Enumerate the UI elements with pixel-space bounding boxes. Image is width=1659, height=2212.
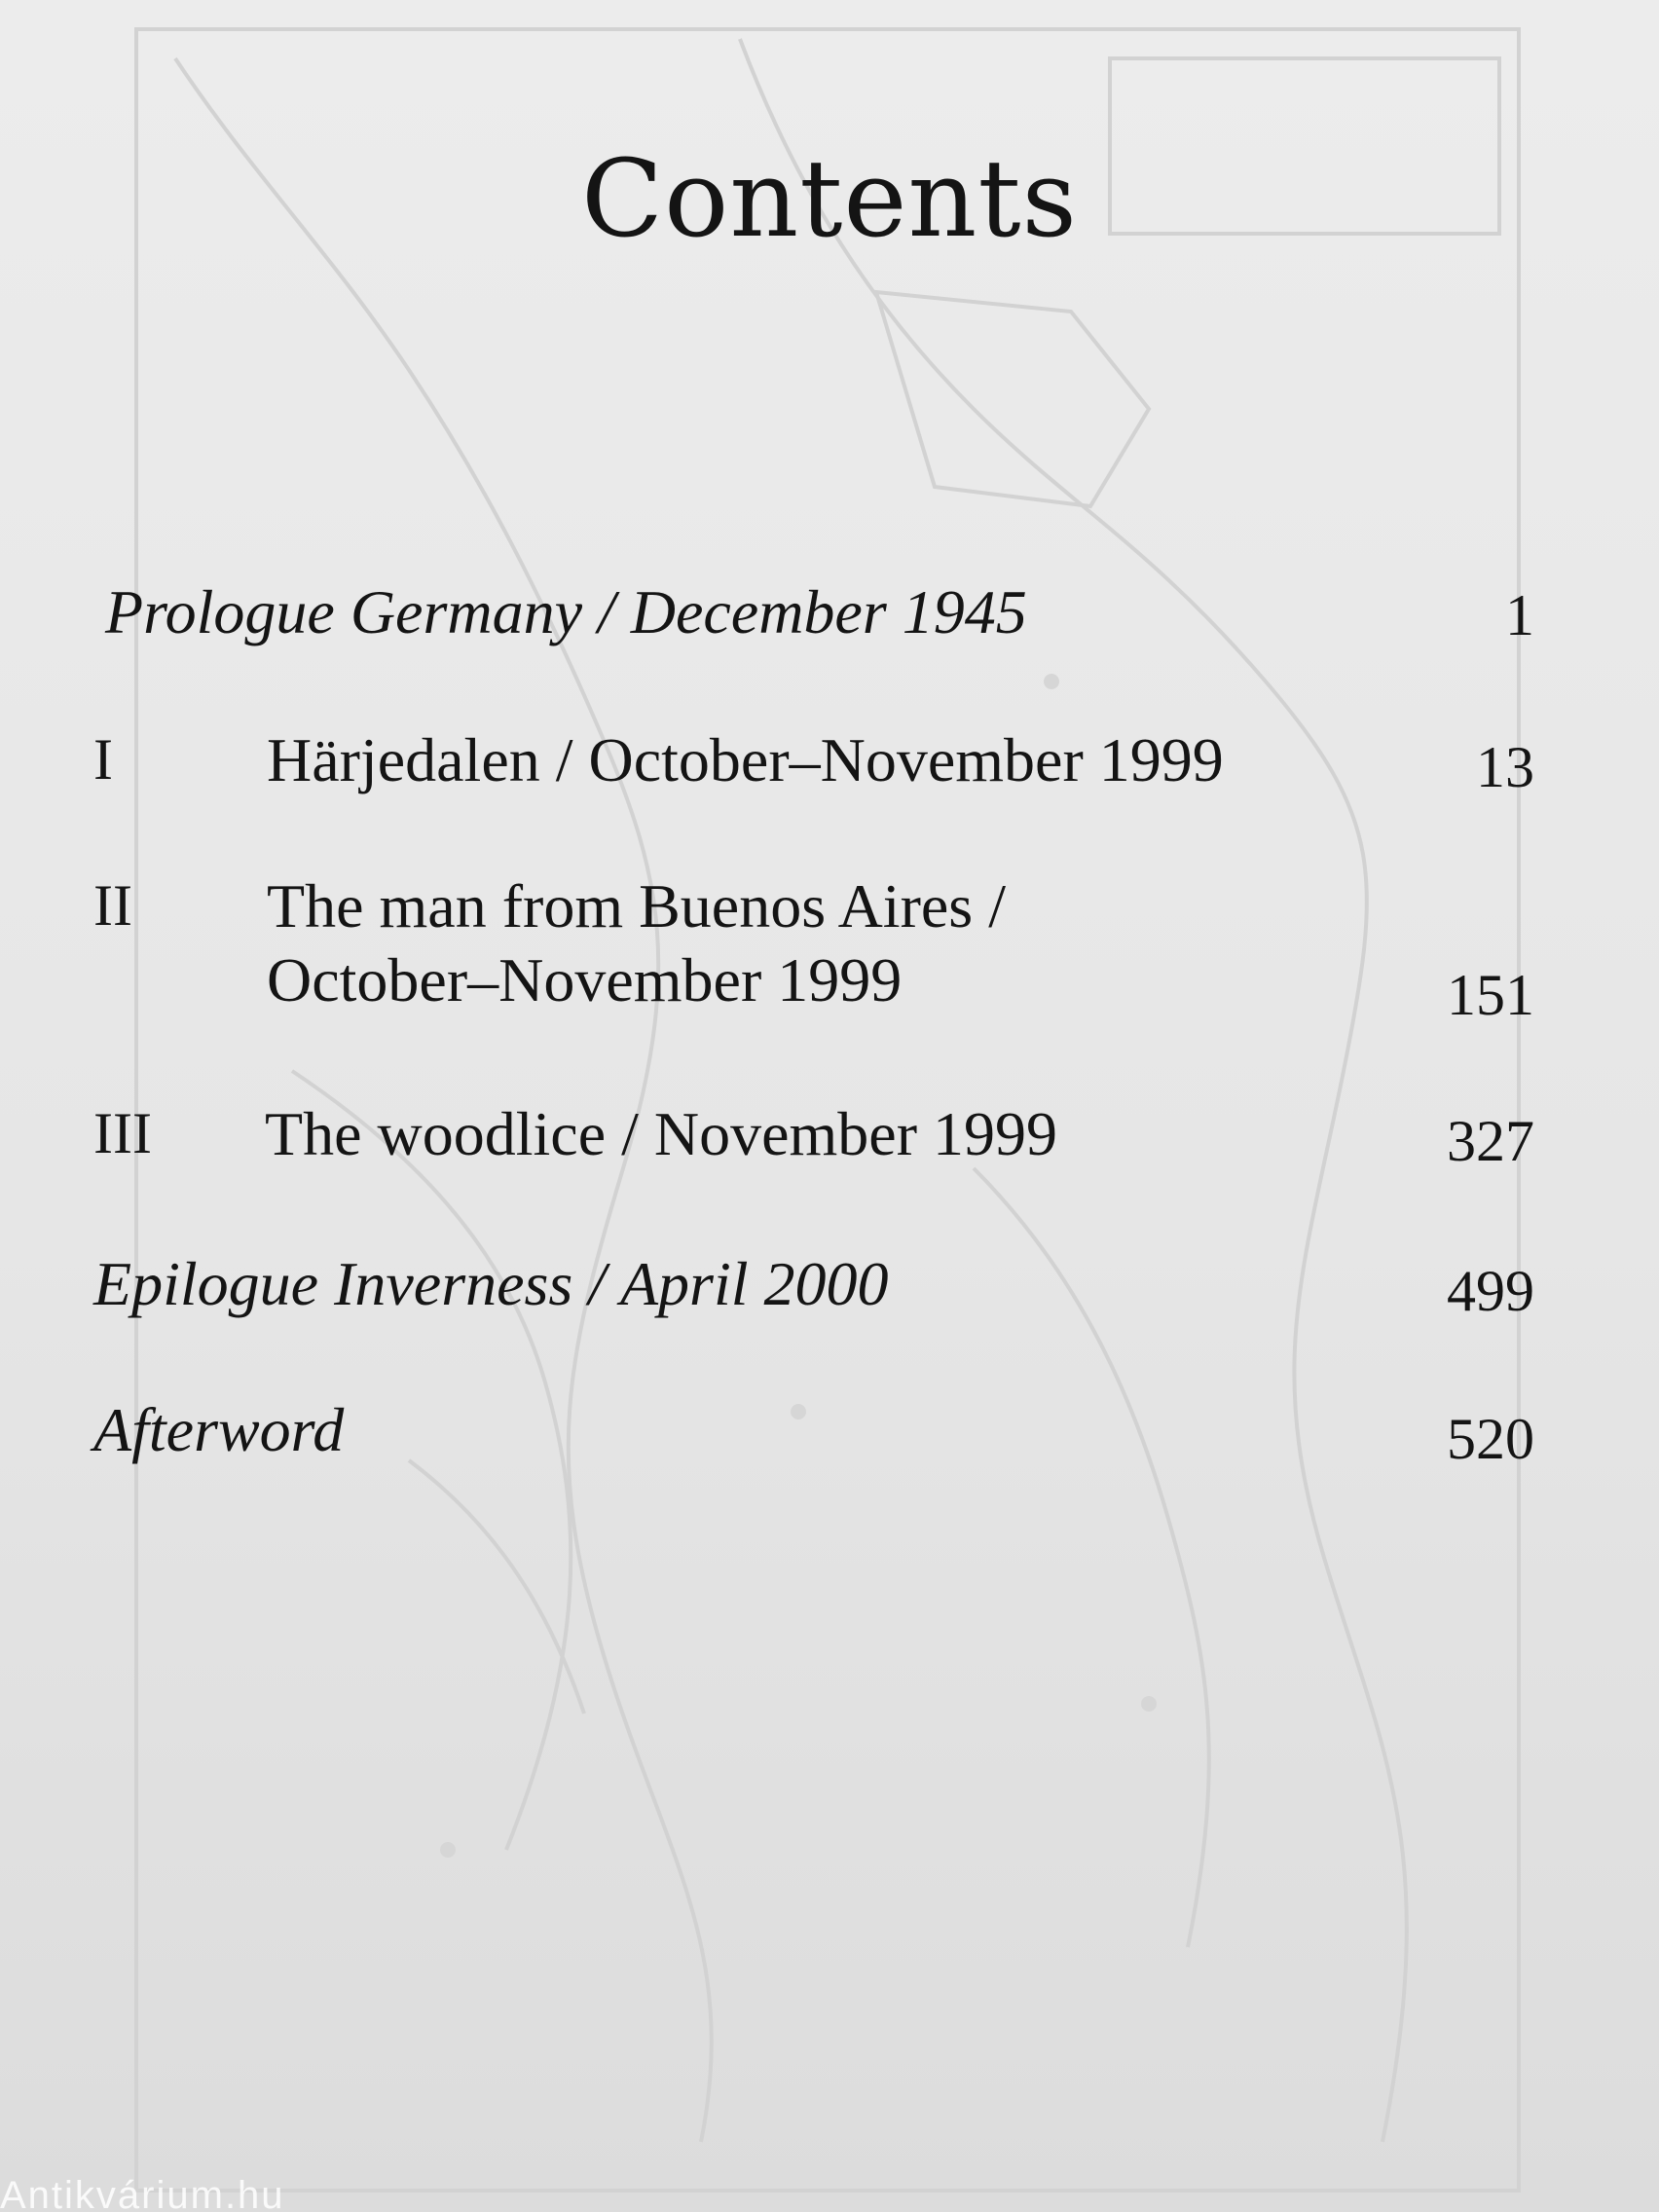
toc-entry-page: 13 bbox=[1476, 735, 1534, 799]
toc-entry-title: Prologue Germany / December 1945 bbox=[105, 577, 1027, 646]
toc-entry-number: II bbox=[93, 873, 132, 938]
toc-entry-epilogue[interactable] bbox=[93, 1246, 1534, 1324]
toc-entry-prologue[interactable] bbox=[93, 574, 1534, 652]
toc-entry-number: I bbox=[93, 727, 113, 792]
toc-entry-page: 499 bbox=[1447, 1259, 1534, 1323]
toc-entry-part-2[interactable] bbox=[93, 868, 1534, 1027]
toc-entry-title: Epilogue Inverness / April 2000 bbox=[93, 1249, 889, 1318]
toc-entry-title: Afterword bbox=[93, 1395, 345, 1464]
toc-entry-part-1[interactable] bbox=[93, 722, 1534, 800]
toc-entry-page: 1 bbox=[1505, 583, 1534, 647]
toc-entry-number: III bbox=[93, 1101, 152, 1165]
toc-entry-part-3[interactable] bbox=[93, 1096, 1534, 1174]
toc-entry-page: 327 bbox=[1447, 1109, 1534, 1173]
toc-entry-title-line-2: October–November 1999 bbox=[267, 945, 903, 1014]
toc-entry-page: 520 bbox=[1447, 1407, 1534, 1471]
toc-entry-title: Härjedalen / October–November 1999 bbox=[267, 725, 1224, 794]
contents-heading: Contents bbox=[580, 136, 1079, 261]
toc-entry-title-line-1: The man from Buenos Aires / bbox=[267, 871, 1006, 940]
toc-entry-afterword[interactable] bbox=[93, 1392, 1534, 1470]
toc-entry-page: 151 bbox=[1447, 963, 1534, 1027]
watermark: Antikvárium.hu bbox=[0, 2174, 285, 2212]
toc-entry-title: The woodlice / November 1999 bbox=[265, 1099, 1057, 1168]
